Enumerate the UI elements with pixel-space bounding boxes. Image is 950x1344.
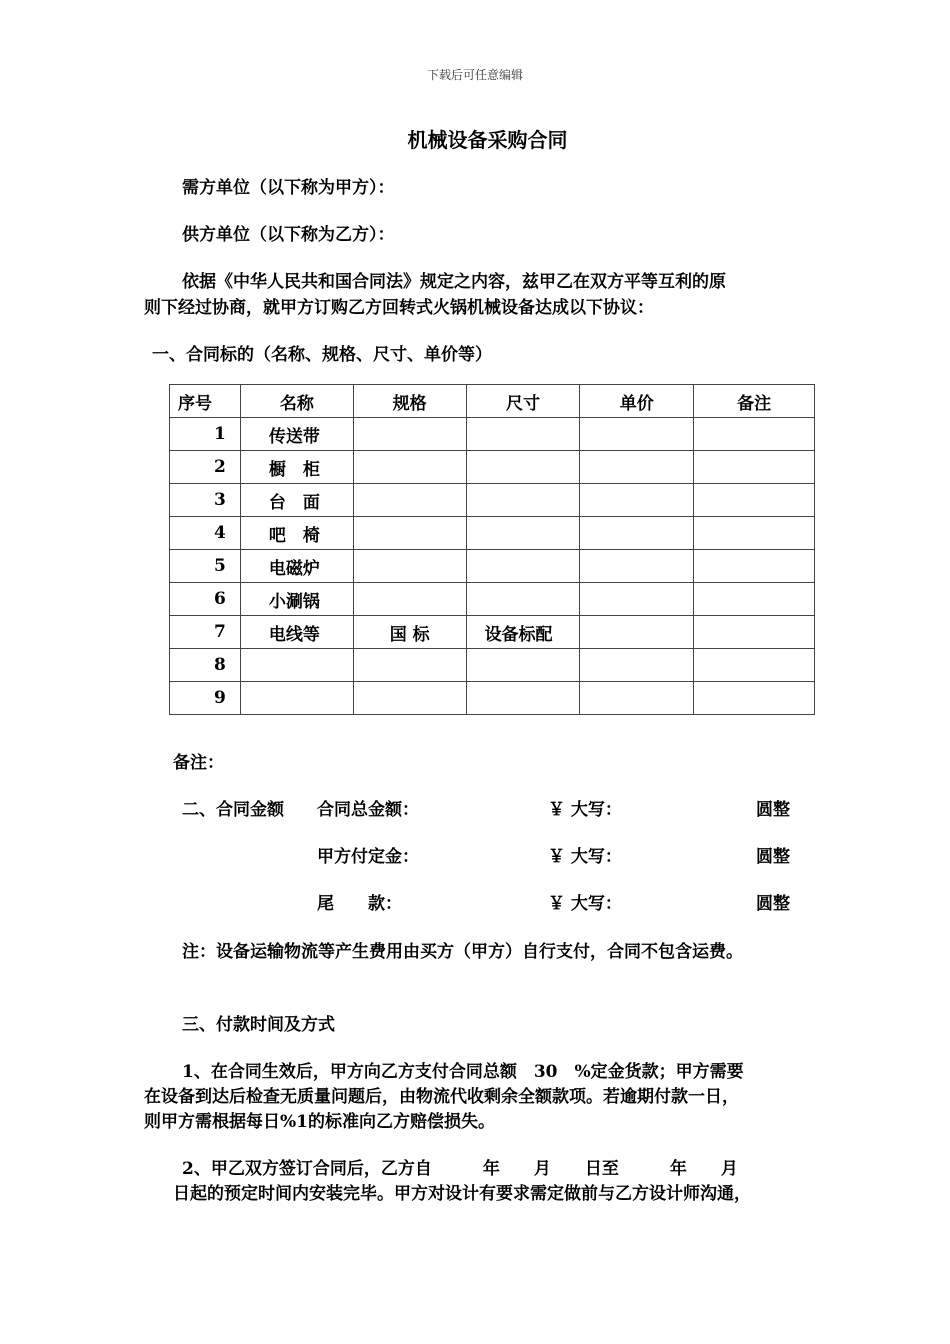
row-number: 5 <box>170 550 241 583</box>
total-yen-daxie: ￥ 大写： <box>548 800 622 820</box>
item-price <box>580 616 694 649</box>
item-price <box>580 583 694 616</box>
payment-p2-line1: 2、甲乙双方签订合同后，乙方自 年 月 日至 年 月 <box>182 1159 738 1179</box>
item-price <box>580 418 694 451</box>
item-remark <box>694 418 815 451</box>
item-spec <box>353 583 466 616</box>
column-header: 备注 <box>694 385 815 418</box>
item-remark <box>694 550 815 583</box>
item-remark <box>694 583 815 616</box>
intro-line-2: 则下经过协商，就甲方订购乙方回转式火锅机械设备达成以下协议： <box>144 298 654 318</box>
item-spec <box>353 517 466 550</box>
header-note: 下载后可任意编辑 <box>426 68 523 82</box>
column-header: 规格 <box>353 385 466 418</box>
deposit-yuan-zheng: 圆整 <box>756 847 790 867</box>
party-b-line: 供方单位（以下称为乙方）： <box>182 225 395 245</box>
item-name: 橱 柜 <box>240 451 353 484</box>
table-note-label: 备注： <box>173 753 224 773</box>
table-header-row <box>170 385 815 418</box>
item-remark <box>694 682 815 715</box>
item-price <box>580 682 694 715</box>
item-price <box>580 517 694 550</box>
item-size <box>466 484 580 517</box>
item-size <box>466 418 580 451</box>
item-name: 台 面 <box>240 484 353 517</box>
item-price <box>580 550 694 583</box>
party-a-line: 需方单位（以下称为甲方）： <box>182 178 395 198</box>
item-size <box>466 649 580 682</box>
item-spec: 国 标 <box>353 616 466 649</box>
row-number: 2 <box>170 451 241 484</box>
item-price <box>580 451 694 484</box>
row-number: 3 <box>170 484 241 517</box>
row-number: 6 <box>170 583 241 616</box>
item-size <box>466 682 580 715</box>
item-name <box>240 682 353 715</box>
item-price <box>580 649 694 682</box>
column-header: 序号 <box>170 385 241 418</box>
item-name: 电线等 <box>240 616 353 649</box>
item-remark <box>694 649 815 682</box>
section2-heading: 二、合同金额 <box>182 800 284 820</box>
item-spec <box>353 451 466 484</box>
deposit-label: 甲方付定金： <box>317 847 419 867</box>
item-remark <box>694 517 815 550</box>
column-header: 名称 <box>240 385 353 418</box>
item-name: 小涮锅 <box>240 583 353 616</box>
intro-line-1: 依据《中华人民共和国合同法》规定之内容，兹甲乙在双方平等互利的原 <box>182 272 726 292</box>
table-row <box>170 451 815 484</box>
row-number: 1 <box>170 418 241 451</box>
payment-p1-line3: 则甲方需根据每日%1的标准向乙方赔偿损失。 <box>144 1112 495 1132</box>
item-price <box>580 484 694 517</box>
item-name: 传送带 <box>240 418 353 451</box>
table-row <box>170 484 815 517</box>
freight-note: 注：设备运输物流等产生费用由买方（甲方）自行支付，合同不包含运费。 <box>182 942 743 962</box>
item-name: 电磁炉 <box>240 550 353 583</box>
table-row <box>170 517 815 550</box>
items-table <box>169 384 815 715</box>
item-size: 设备标配 <box>466 616 580 649</box>
table-row <box>170 418 815 451</box>
total-yuan-zheng: 圆整 <box>756 800 790 820</box>
column-header: 尺寸 <box>466 385 580 418</box>
item-remark <box>694 616 815 649</box>
item-size <box>466 550 580 583</box>
section1-heading: 一、合同标的（名称、规格、尺寸、单价等） <box>152 345 492 365</box>
page-title: 机械设备采购合同 <box>407 128 568 152</box>
row-number: 4 <box>170 517 241 550</box>
deposit-yen-daxie: ￥ 大写： <box>548 847 622 867</box>
payment-p1-line2: 在设备到达后检查无质量问题后，由物流代收剩余全额款项。若逾期付款一日， <box>144 1087 739 1107</box>
item-size <box>466 517 580 550</box>
item-spec <box>353 550 466 583</box>
row-number: 9 <box>170 682 241 715</box>
row-number: 8 <box>170 649 241 682</box>
item-name <box>240 649 353 682</box>
item-remark <box>694 451 815 484</box>
item-spec <box>353 418 466 451</box>
row-number: 7 <box>170 616 241 649</box>
total-amount-label: 合同总金额： <box>317 800 419 820</box>
table-row <box>170 583 815 616</box>
table-row <box>170 649 815 682</box>
balance-yuan-zheng: 圆整 <box>756 894 790 914</box>
item-size <box>466 583 580 616</box>
table-row <box>170 616 815 649</box>
column-header: 单价 <box>580 385 694 418</box>
payment-p1-line1: 1、在合同生效后，甲方向乙方支付合同总额 30 %定金货款；甲方需要 <box>182 1062 744 1082</box>
payment-p2-line2: 日起的预定时间内安装完毕。甲方对设计有要求需定做前与乙方设计师沟通， <box>173 1184 751 1204</box>
item-spec <box>353 484 466 517</box>
item-name: 吧 椅 <box>240 517 353 550</box>
item-size <box>466 451 580 484</box>
balance-label: 尾 款： <box>317 894 402 914</box>
balance-yen-daxie: ￥ 大写： <box>548 894 622 914</box>
item-remark <box>694 484 815 517</box>
section3-heading: 三、付款时间及方式 <box>182 1015 335 1035</box>
table-row <box>170 550 815 583</box>
item-spec <box>353 682 466 715</box>
table-row <box>170 682 815 715</box>
item-spec <box>353 649 466 682</box>
